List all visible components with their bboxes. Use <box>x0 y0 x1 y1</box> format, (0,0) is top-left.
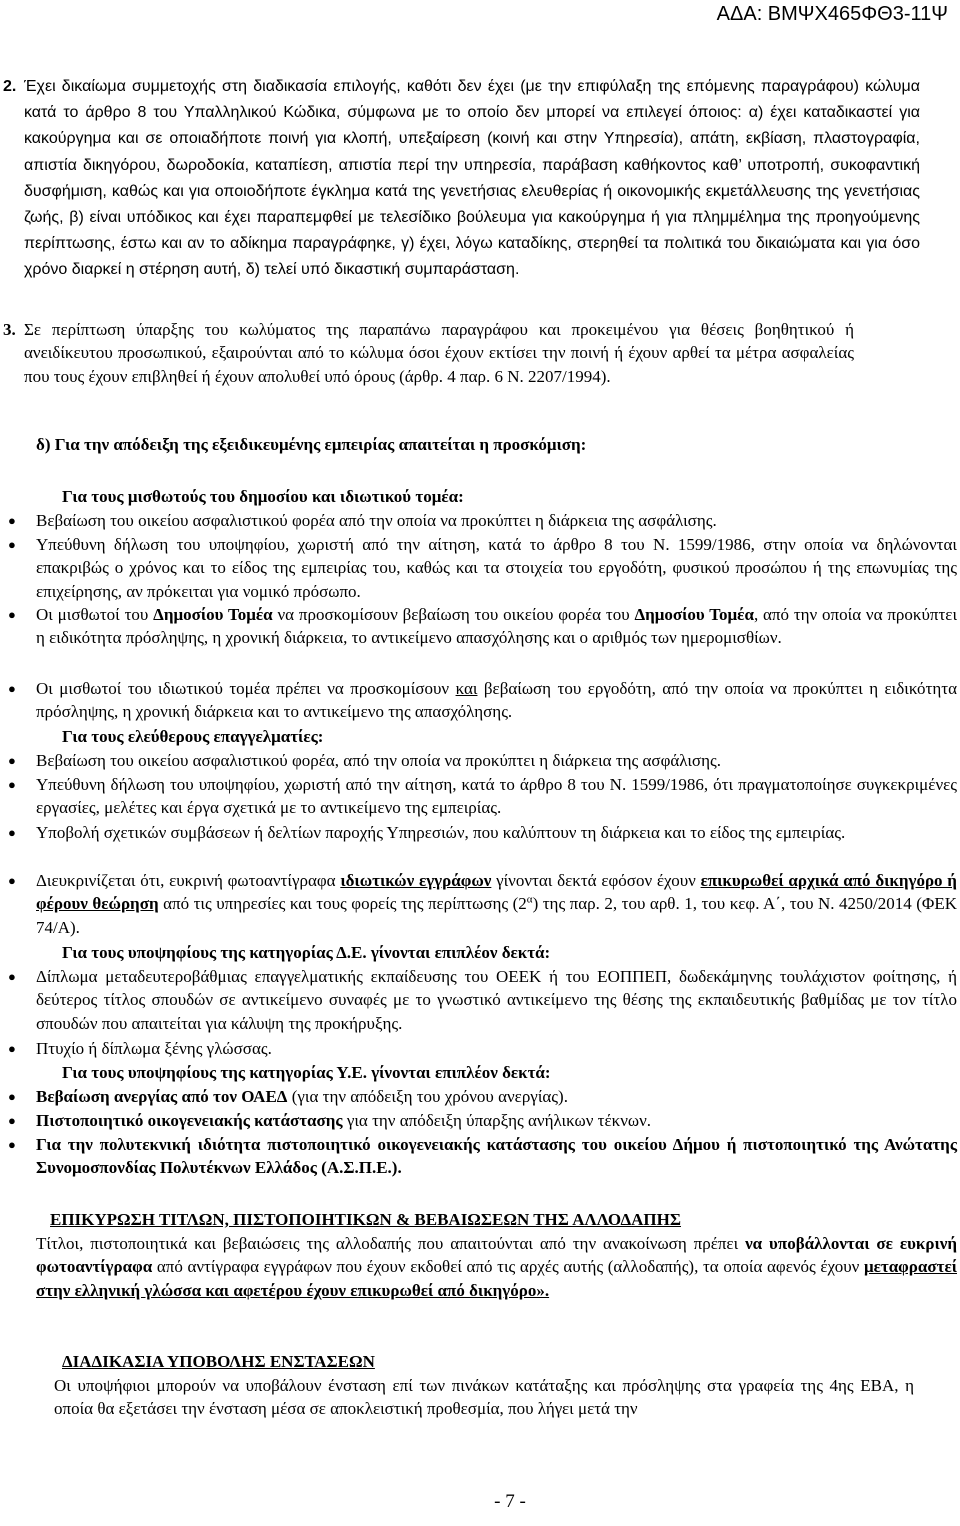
list-item-text: Βεβαίωση ανεργίας από τον ΟΑΕΔ (για την απόδειξη του χρόνου ανεργίας). <box>36 1087 568 1106</box>
bullet-icon: ● <box>8 607 16 622</box>
objections-title: ΔΙΑΔΙΚΑΣΙΑ ΥΠΟΒΟΛΗΣ ΕΝΣΤΑΣΕΩΝ <box>62 1352 375 1371</box>
para3-number: 3. <box>3 320 16 339</box>
bullet-icon: ● <box>8 1137 16 1152</box>
bullet-icon: ● <box>8 777 16 792</box>
list-item-text: Πιστοποιητικό οικογενειακής κατάστασης για την απόδειξη ύπαρξης ανήλικων τέκνων. <box>36 1111 652 1130</box>
para3-text: Σε περίπτωση ύπαρξης του κωλύματος της παραπάνω παραγράφου και προκειμένου για θέσεις βοηθητικού ή ανειδίκευτου προσωπικού, εξαιρούνται από το κώλυμα όσοι έχουν εκτίσει την ποινή ή έχουν αρθεί τα μέτρα ασφαλείας που τους έχουν επιβληθεί ή έχουν απολυθεί υπό όρους (άρθρ. 4 παρ. 6 Ν. 2207/1994). <box>24 320 854 386</box>
ye-heading: Για τους υποψηφίους της κατηγορίας Υ.Ε. γίνονται επιπλέον δεκτά: <box>62 1063 551 1082</box>
private-sector-item: Οι μισθωτοί του ιδιωτικού τομέα πρέπει να προσκομίσουν και βεβαίωση του εργοδότη, από την οποία να προκύπτει η ειδικότητα πρόσληψης, η χρονική διάρκεια και το αντικείμενο της απασχόλησης. <box>36 679 957 722</box>
de-heading: Για τους υποψηφίους της κατηγορίας Δ.Ε. γίνονται επιπλέον δεκτά: <box>62 943 551 962</box>
list-item-text: Για την πολυτεκνική ιδιότητα πιστοποιητικό οικογενειακής κατάστασης του οικείου Δήμου ή πιστοποιητικό της Ανώτατης Συνομοσπονδίας Πολυτέκνων Ελλάδος (Α.Σ.Π.Ε.). <box>36 1135 957 1178</box>
freelance-heading: Για τους ελεύθερους επαγγελματίες: <box>62 727 324 746</box>
bullet-icon: ● <box>8 1089 16 1104</box>
objections-text: Οι υποψήφιοι μπορούν να υποβάλουν ένσταση επί των πινάκων κατάταξης και πρόσληψης στα γραφεία της 4ης ΕΒΑ, η οποία θα εξετάσει την ένσταση μέσα σε αποκλειστική προθεσμία, που λήγει μετά την <box>54 1376 914 1419</box>
salaried-heading: Για τους μισθωτούς του δημοσίου και ιδιωτικού τομέα: <box>62 487 464 506</box>
page-number: - 7 - <box>494 1491 526 1512</box>
public-sector-item: Οι μισθωτοί του Δημοσίου Τομέα να προσκομίσουν βεβαίωση του οικείου φορέα του Δημοσίου Τομέα, από την οποία να προκύπτει η ειδικότητα πρόσληψης, η χρονική διάρκεια, το αντικείμενο απασχόλησης και ο αριθμός των ημερομισθίων. <box>36 605 958 648</box>
list-item-text: Υπεύθυνη δήλωση του υποψηφίου, χωριστή από την αίτηση, κατά το άρθρο 8 του Ν. 1599/1986, στην οποία να δηλώνονται επακριβώς ο χρόνος και το είδος της εμπειρίας του, καθώς και τα στοιχεία του εργοδότη, φυσικού προσώπου ή της επωνυμίας της επιχείρησης, αν πρόκειται για νομικό πρόσωπο. <box>36 535 957 601</box>
para2-text: Έχει δικαίωμα συμμετοχής στη διαδικασία επιλογής, καθότι δεν έχει (με την επιφύλαξη της επόμενης παραγράφου) κώλυμα κατά το άρθρο 8 του Υπαλληλικού Κώδικα, σύμφωνα με το οποίο δεν μπορεί να επιλεγεί όποιος: α) έχει καταδικαστεί για κακούργημα και σε οποιαδήποτε ποινή για κλοπή, υπεξαίρεση (κοινή και στην Υπηρεσία), απάτη, εκβίαση, πλαστογραφία, απιστία δικηγόρου, δωροδοκία, καταπίεση, απιστία περί την υπηρεσία, παράβαση καθήκοντος καθ’ υποτροπή, συκοφαντική δυσφήμιση, καθώς και για οποιοδήποτε έγκλημα κατά της γενετήσιας ελευθερίας ή οικονομικής εκμετάλλευσης της γενετήσιας ζωής, β) είναι υπόδικος και έχει παραπεμφθεί με τελεσίδικο βούλευμα για κακούργημα ή για πλημμέλημα της προηγούμενης περίπτωσης, έστω και αν το αδίκημα παραγράφηκε, γ) έχει, λόγω καταδίκης, στερηθεί τα πολιτικά του δικαιώματα και για όσο χρόνο διαρκεί η στέρηση αυτή, δ) τελεί υπό δικαστική συμπαράσταση. <box>24 78 920 279</box>
bullet-icon: ● <box>8 753 16 768</box>
bullet-icon: ● <box>8 825 16 840</box>
list-item-text: Βεβαίωση του οικείου ασφαλιστικού φορέα από την οποία να προκύπτει η διάρκεια της ασφάλισης. <box>36 511 717 530</box>
clarification-item: Διευκρινίζεται ότι, ευκρινή φωτοαντίγραφα ιδιωτικών εγγράφων γίνονται δεκτά εφόσον έχουν επικυρωθεί αρχικά από δικηγόρο ή φέρουν θεώρηση από τις υπηρεσίες και τους φορείς της περίπτωσης $(2^\alpha)$ της παρ. 2, του αρθ. 1, του κεφ. Α΄, του Ν. 4250/2014 (ΦΕΚ 74/Α). <box>36 871 957 937</box>
section-d-title: δ) Για την απόδειξη της εξειδικευμένης εμπειρίας απαιτείται η προσκόμιση: <box>36 435 587 454</box>
foreign-title: ΕΠΙΚΥΡΩΣΗ ΤΙΤΛΩΝ, ΠΙΣΤΟΠΟΙΗΤΙΚΩΝ & ΒΕΒΑΙΩΣΕΩΝ ΤΗΣ ΑΛΛΟΔΑΠΗΣ <box>50 1210 681 1229</box>
bullet-icon: ● <box>8 873 16 888</box>
bullet-icon: ● <box>8 969 16 984</box>
bullet-icon: ● <box>8 537 16 552</box>
list-item-text: Υπεύθυνη δήλωση του υποψηφίου, χωριστή από την αίτηση, κατά το άρθρο 8 του Ν. 1599/1986, ότι πραγματοποίησε συγκεκριμένες εργασίες, μελέτες και έργα σχετικά με το αντικείμενο της εμπειρίας. <box>36 775 957 818</box>
para2-number: 2. <box>3 78 17 95</box>
ada-code: ΑΔΑ: ΒΜΨΧ465ΦΘ3-11Ψ <box>716 3 948 25</box>
list-item-text: Δίπλωμα μεταδευτεροβάθμιας επαγγελματικής εκπαίδευσης του ΟΕΕΚ ή του ΕΟΠΠΕΠ, δωδεκάμηνης τουλάχιστον φοίτησης, ή δεύτερος τίτλος σπουδών σε αντικείμενο συναφές με το γνωστικό αντικείμενο της θέσης της εκπαιδευτικής βαθμίδας με τον τίτλο σπουδών που απαιτείται για κάλυψη της προκήρυξης. <box>36 967 957 1033</box>
list-item-text: Πτυχίο ή δίπλωμα ξένης γλώσσας. <box>36 1039 272 1058</box>
bullet-icon: ● <box>8 681 16 696</box>
bullet-icon: ● <box>8 513 16 528</box>
list-item-text: Βεβαίωση του οικείου ασφαλιστικού φορέα, από την οποία να προκύπτει η διάρκεια της ασφάλισης. <box>36 751 721 770</box>
list-item-text: Υποβολή σχετικών συμβάσεων ή δελτίων παροχής Υπηρεσιών, που καλύπτουν τη διάρκεια και το είδος της εμπειρίας. <box>36 823 846 842</box>
bullet-icon: ● <box>8 1041 16 1056</box>
foreign-text: Τίτλοι, πιστοποιητικά και βεβαιώσεις της αλλοδαπής που απαιτούνται από την ανακοίνωση πρέπει να υποβάλλονται σε ευκρινή φωτοαντίγραφα από αντίγραφα εγγράφων που έχουν εκδοθεί από τις αρχές αυτής (αλλοδαπής), τα οποία αφενός έχουν μεταφραστεί στην ελληνική γλώσσα και αφετέρου έχουν επικυρωθεί από δικηγόρο». <box>36 1234 957 1300</box>
bullet-icon: ● <box>8 1113 16 1128</box>
